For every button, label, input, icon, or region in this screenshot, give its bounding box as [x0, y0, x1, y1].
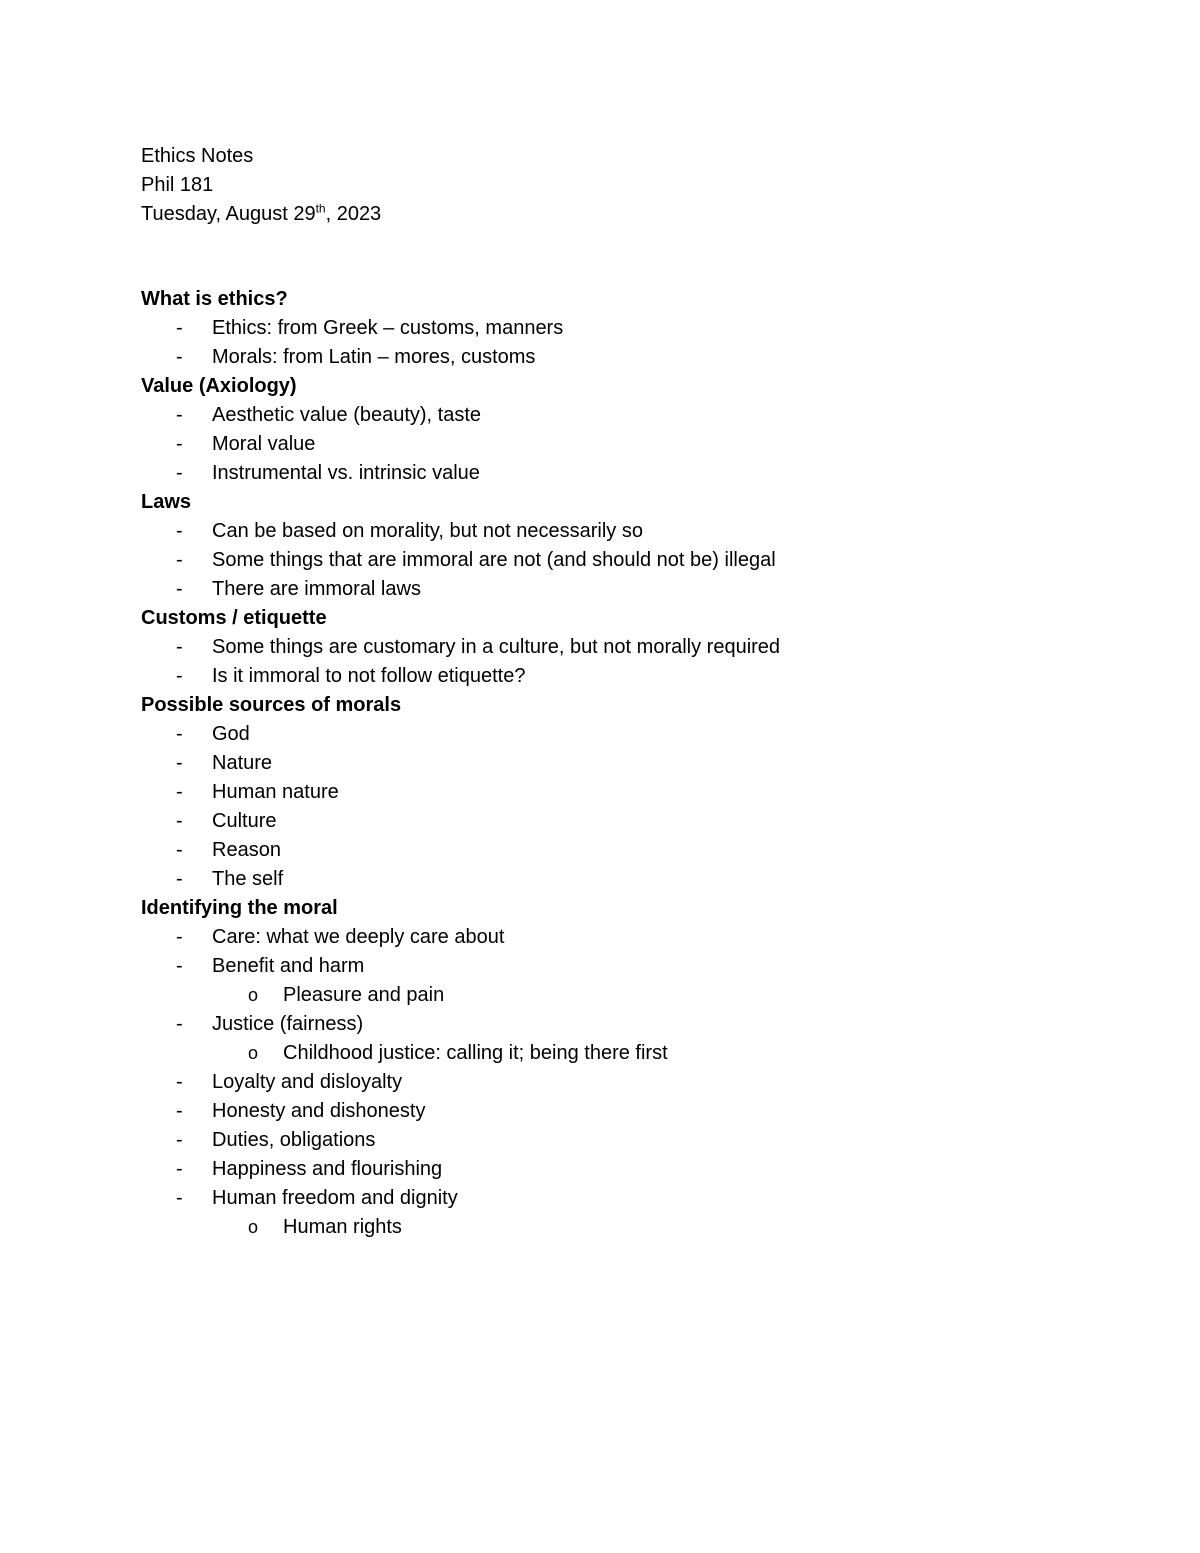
list-item-text: God [212, 723, 250, 745]
dash-bullet: - [176, 1129, 183, 1151]
dash-bullet: - [176, 868, 183, 890]
list-item-text: The self [212, 868, 284, 890]
list-item [141, 633, 781, 662]
sub-list-item-text: Human rights [283, 1216, 402, 1238]
dash-bullet: - [176, 1071, 183, 1093]
list-item-text: Ethics: from Greek – customs, manners [212, 317, 564, 339]
dash-bullet: - [176, 810, 183, 832]
date-year: , 2023 [325, 203, 382, 225]
list-item [141, 720, 401, 749]
section-heading: Possible sources of morals [141, 694, 402, 716]
list-item [141, 430, 401, 459]
dash-bullet: - [176, 433, 183, 455]
list-item [141, 1010, 401, 1039]
list-item [141, 749, 401, 778]
list-item [141, 865, 401, 894]
list-item [141, 314, 564, 343]
list-item-text: Some things that are immoral are not (and should not be) illegal [212, 549, 776, 571]
list-item-text: Human freedom and dignity [212, 1187, 458, 1209]
list-item [141, 1126, 401, 1155]
list-item-text: Morals: from Latin – mores, customs [212, 346, 536, 368]
sub-list-item [141, 981, 445, 1010]
dash-bullet: - [176, 752, 183, 774]
dash-bullet: - [176, 1187, 183, 1209]
dash-bullet: - [176, 346, 183, 368]
list-item-text: Human nature [212, 781, 339, 803]
list-item-text: Happiness and flourishing [212, 1158, 443, 1180]
list-item [141, 778, 401, 807]
list-item [141, 952, 401, 981]
sub-list-item-text: Childhood justice: calling it; being there first [283, 1042, 668, 1064]
section-heading: Laws [141, 491, 192, 513]
list-item-text: Instrumental vs. intrinsic value [212, 462, 480, 484]
list-item [141, 401, 482, 430]
list-item [141, 517, 643, 546]
list-item-text: There are immoral laws [212, 578, 421, 600]
list-item [141, 662, 526, 691]
dash-bullet: - [176, 955, 183, 977]
list-item-text: Is it immoral to not follow etiquette? [212, 665, 526, 687]
document-title: Ethics Notes [141, 145, 254, 167]
list-item-text: Loyalty and disloyalty [212, 1071, 403, 1093]
list-item-text: Duties, obligations [212, 1129, 376, 1151]
section-heading: What is ethics? [141, 288, 288, 310]
document-header [141, 142, 381, 229]
dash-bullet: - [176, 665, 183, 687]
dash-bullet: - [176, 404, 183, 426]
list-item [141, 1184, 458, 1213]
sub-list-item [141, 1213, 401, 1242]
course-name: Phil 181 [141, 174, 214, 196]
section-heading: Value (Axiology) [141, 375, 297, 397]
circle-bullet: o [248, 1217, 259, 1237]
dash-bullet: - [176, 317, 183, 339]
list-item [141, 923, 505, 952]
dash-bullet: - [176, 723, 183, 745]
list-item [141, 459, 480, 488]
dash-bullet: - [176, 1100, 183, 1122]
list-item-text: Nature [212, 752, 273, 774]
list-item-text: Can be based on morality, but not necessarily so [212, 520, 643, 542]
dash-bullet: - [176, 520, 183, 542]
list-item-text: Care: what we deeply care about [212, 926, 505, 948]
circle-bullet: o [248, 985, 259, 1005]
circle-bullet: o [248, 1043, 259, 1063]
list-item-text: Honesty and dishonesty [212, 1100, 426, 1122]
list-item [141, 807, 401, 836]
dash-bullet: - [176, 549, 183, 571]
dash-bullet: - [176, 462, 183, 484]
list-item [141, 546, 776, 575]
dash-bullet: - [176, 926, 183, 948]
date-prefix: Tuesday, August 29 [141, 203, 316, 225]
list-item [141, 836, 401, 865]
list-item-text: Benefit and harm [212, 955, 365, 977]
list-item [141, 1068, 401, 1097]
section-heading: Customs / etiquette [141, 607, 327, 629]
dash-bullet: - [176, 578, 183, 600]
dash-bullet: - [176, 1013, 183, 1035]
list-item [141, 575, 421, 604]
dash-bullet: - [176, 1158, 183, 1180]
section-heading: Identifying the moral [141, 897, 338, 919]
list-item-text: Some things are customary in a culture, but not morally required [212, 636, 781, 658]
list-item-text: Culture [212, 810, 277, 832]
document-date [141, 200, 381, 229]
list-item [141, 1097, 426, 1126]
dash-bullet: - [176, 781, 183, 803]
list-item-text: Aesthetic value (beauty), taste [212, 404, 482, 426]
sub-list-item [141, 1039, 668, 1068]
list-item-text: Moral value [212, 433, 316, 455]
dash-bullet: - [176, 636, 183, 658]
sub-list-item-text: Pleasure and pain [283, 984, 445, 1006]
notes-body [141, 285, 781, 1242]
list-item [141, 343, 536, 372]
list-item-text: Reason [212, 839, 281, 861]
dash-bullet: - [176, 839, 183, 861]
list-item-text: Justice (fairness) [212, 1013, 364, 1035]
list-item [141, 1155, 443, 1184]
date-ordinal-suffix: th [315, 201, 326, 216]
